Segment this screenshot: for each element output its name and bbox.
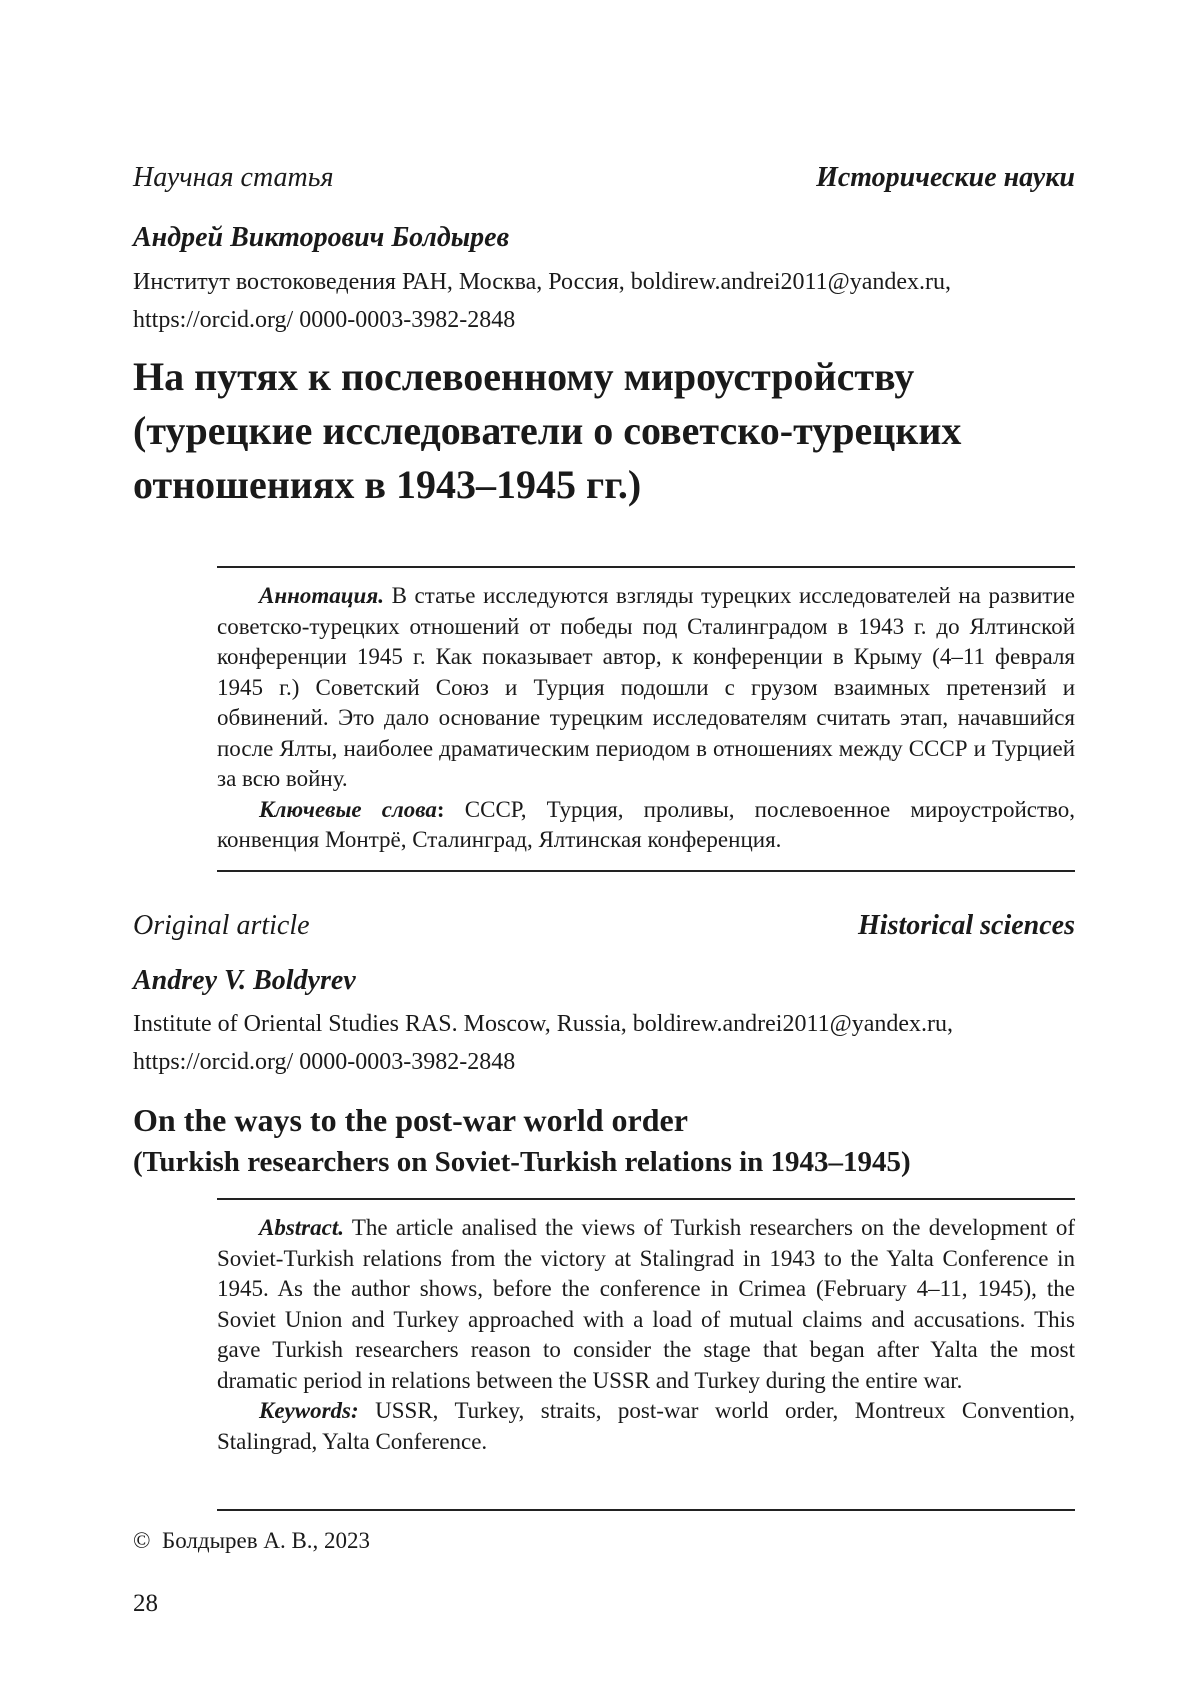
en-keywords-label: Keywords: [259, 1398, 359, 1423]
ru-orcid: https://orcid.org/ 0000-0003-3982-2848 [133, 307, 516, 333]
en-keywords-text: USSR, Turkey, straits, post-war world order, Montreux Convention, Stalingrad, Yalta Conference. [217, 1398, 1075, 1454]
ru-title-line: (турецкие исследователи о советско-турецких [133, 408, 962, 453]
ru-section: Исторические науки [816, 162, 1075, 193]
en-article-title [133, 1098, 1083, 1182]
ru-abstract-top-rule [217, 566, 1075, 568]
en-title-subline: (Turkish researchers on Soviet-Turkish relations in 1943–1945) [133, 1146, 911, 1178]
ru-abstract-text: В статье исследуются взгляды турецких исследователей на развитие советско-турецких отношений от победы под Сталинградом в 1943 г. до Ялтинской конференции 1945 г. Как показывает автор, к конференции в Крыму (4–11 февраля 1945 г.) Советский Союз и Турция подошли с грузом взаимных претензий и обвинений. Это дало основание турецким исследователям считать этап, начавшийся после Ялты, наиболее драматическим периодом в отношениях между СССР и Турцией за всю войну. [217, 583, 1075, 791]
en-title-line: On the ways to the post-war world order [133, 1102, 688, 1138]
ru-title-line: отношениях в 1943–1945 гг.) [133, 462, 642, 507]
ru-keywords-paragraph [217, 795, 1075, 856]
en-abstract-top-rule [217, 1198, 1075, 1200]
ru-affiliation-line: Институт востоковедения РАН, Москва, Россия, boldirew.andrei2011@yandex.ru, [133, 269, 951, 295]
copyright-icon: © [133, 1528, 151, 1553]
ru-header-row [133, 162, 1075, 194]
ru-keywords-colon: : [436, 796, 445, 822]
en-section: Historical sciences [858, 910, 1075, 941]
en-affiliation-line: Institute of Oriental Studies RAS. Moscow, Russia, boldirew.andrei2011@yandex.ru, [133, 1011, 953, 1037]
ru-abstract [217, 581, 1075, 856]
ru-article-type: Научная статья [133, 162, 334, 193]
ru-abstract-bottom-rule [217, 870, 1075, 872]
en-author: Andrey V. Boldyrev [133, 965, 356, 996]
ru-title-line: На путях к послевоенному мироустройству [133, 354, 915, 399]
ru-keywords-label: Ключевые слова [259, 796, 437, 822]
en-keywords-paragraph [217, 1396, 1075, 1457]
ru-author: Андрей Викторович Болдырев [133, 222, 510, 253]
en-abstract [217, 1213, 1075, 1457]
copyright-notice [133, 1528, 370, 1554]
en-affiliation [133, 1005, 1083, 1081]
ru-article-title [133, 350, 1083, 512]
en-abstract-bottom-rule [217, 1509, 1075, 1511]
ru-keywords-text: СССР, Турция, проливы, послевоенное мироустройство, конвенция Монтрё, Сталинград, Ялтинская конференция. [217, 796, 1075, 852]
ru-abstract-label: Аннотация. [259, 583, 384, 608]
copyright-text: Болдырев А. В., 2023 [161, 1528, 371, 1553]
en-abstract-text: The article analised the views of Turkish researchers on the development of Soviet-Turkish relations from the victory at Stalingrad in 1943 to the Yalta Conference in 1945. As the author shows, before the conference in Crimea (February 4–11, 1945), the Soviet Union and Turkey approached with a load of mutual claims and accusations. This gave Turkish researchers reason to consider the stage that began after Yalta the most dramatic period in relations between the USSR and Turkey during the entire war. [217, 1215, 1075, 1393]
page-number: 28 [133, 1590, 158, 1617]
en-header-row [133, 910, 1075, 942]
en-orcid: https://orcid.org/ 0000-0003-3982-2848 [133, 1049, 516, 1075]
ru-affiliation [133, 263, 1083, 339]
en-abstract-label: Abstract. [259, 1215, 344, 1240]
ru-abstract-paragraph [217, 581, 1075, 795]
en-abstract-paragraph [217, 1213, 1075, 1396]
en-article-type: Original article [133, 910, 310, 941]
